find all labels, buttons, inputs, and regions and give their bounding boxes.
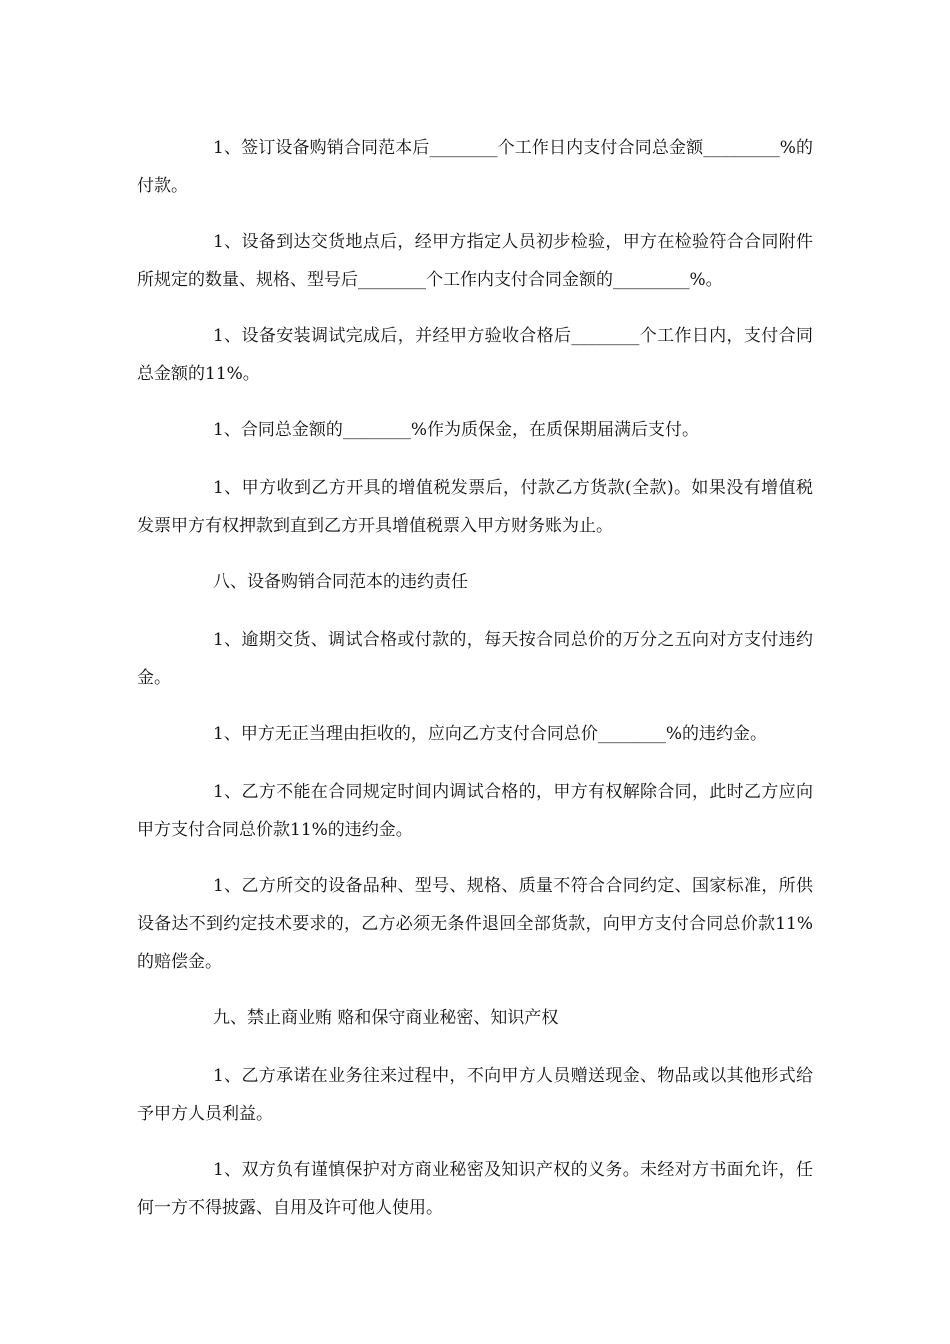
section-heading-liability: 八、设备购销合同范本的违约责任 — [213, 572, 468, 592]
liability-clause-overdue: 1、逾期交货、调试合格或付款的，每天按合同总价的万分之五向对方支付违约金。 — [137, 630, 813, 688]
section-heading-bribery: 九、禁止商业贿 赂和保守商业秘密、知识产权 — [213, 1008, 559, 1028]
payment-clause-installation: 1、设备安装调试完成后，并经甲方验收合格后________个工作日内，支付合同总金额的11%。 — [137, 326, 813, 384]
bribery-clause-gifts: 1、乙方承诺在业务往来过程中，不向甲方人员赠送现金、物品或以其他形式给予甲方人员利益。 — [137, 1066, 813, 1124]
liability-clause-nonconformity: 1、乙方所交的设备品种、型号、规格、质量不符合合同约定、国家标准，所供设备达不到约定技术要求的，乙方必须无条件退回全部货款，向甲方支付合同总价款11%的赔偿金。 — [137, 876, 813, 972]
payment-clause-delivery: 1、设备到达交货地点后，经甲方指定人员初步检验，甲方在检验符合合同附件所规定的数量、规格、型号后________个工作内支付合同金额的_________%。 — [137, 232, 813, 290]
bribery-clause-secrets: 1、双方负有谨慎保护对方商业秘密及知识产权的义务。未经对方书面允许，任何一方不得披露、自用及许可他人使用。 — [137, 1160, 813, 1218]
liability-clause-rejection: 1、甲方无正当理由拒收的，应向乙方支付合同总价________%的违约金。 — [213, 724, 767, 744]
liability-clause-debug-failure: 1、乙方不能在合同规定时间内调试合格的，甲方有权解除合同，此时乙方应向甲方支付合同总价款11%的违约金。 — [137, 782, 813, 840]
document-body — [137, 129, 813, 1245]
payment-clause-warranty: 1、合同总金额的________%作为质保金，在质保期届满后支付。 — [213, 420, 699, 440]
payment-clause-signing: 1、签订设备购销合同范本后________个工作日内支付合同总金额_________%的付款。 — [137, 138, 813, 196]
payment-clause-invoice: 1、甲方收到乙方开具的增值税发票后，付款乙方货款(全款)。如果没有增值税发票甲方有权押款到直到乙方开具增值税票入甲方财务账为止。 — [137, 478, 813, 536]
